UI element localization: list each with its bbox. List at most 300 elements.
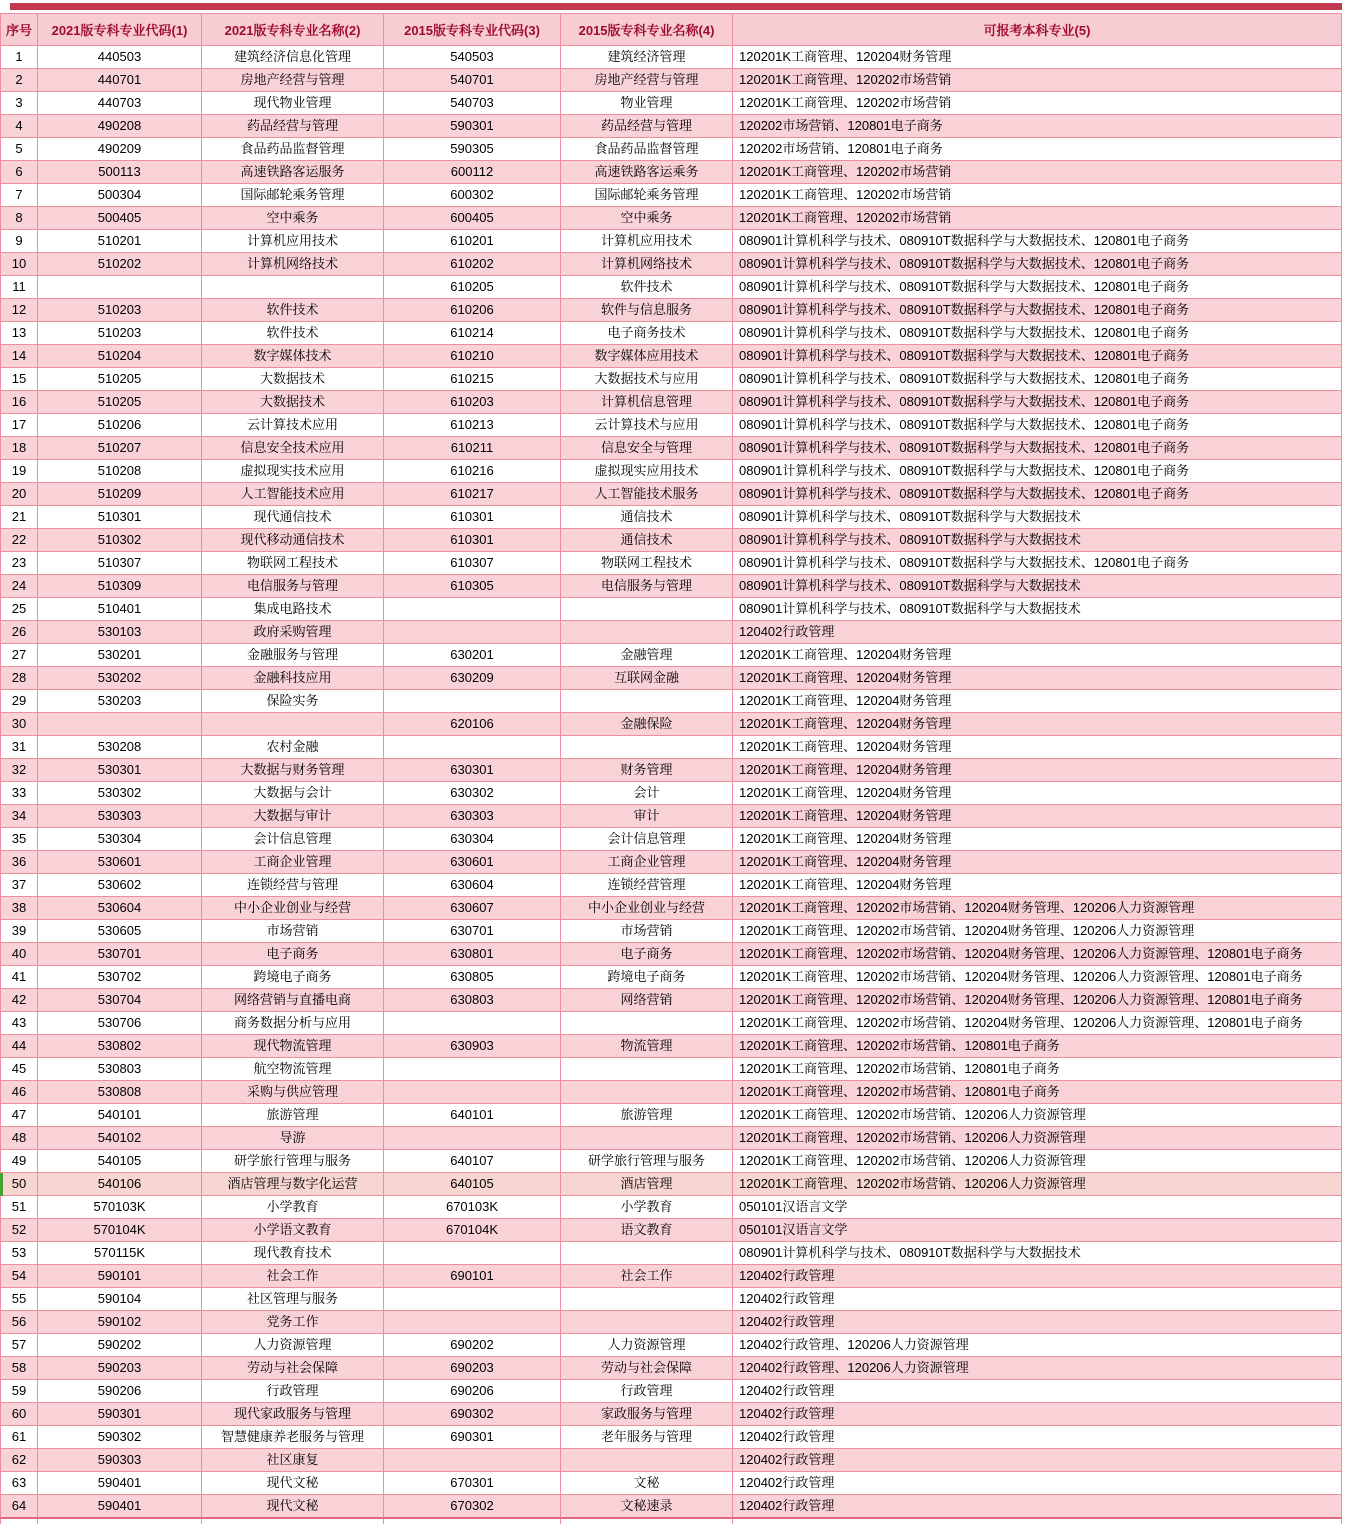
- name-2021-cell[interactable]: 工商企业管理: [202, 851, 384, 874]
- row-number-cell[interactable]: 32: [1, 759, 38, 782]
- row-number-cell[interactable]: 18: [1, 437, 38, 460]
- code-2015-cell[interactable]: 600302: [384, 184, 561, 207]
- row-number-cell[interactable]: 21: [1, 506, 38, 529]
- bachelor-majors-cell[interactable]: 120201K工商管理、120202市场营销、120204财务管理、120206人力资源管理、120801电子商务: [733, 989, 1342, 1012]
- empty-cell[interactable]: [733, 1518, 1342, 1524]
- row-number-cell[interactable]: 54: [1, 1265, 38, 1288]
- code-2015-cell[interactable]: 590301: [384, 115, 561, 138]
- code-2021-cell[interactable]: 510205: [38, 391, 202, 414]
- name-2021-cell[interactable]: 商务数据分析与应用: [202, 1012, 384, 1035]
- code-2021-cell[interactable]: 530601: [38, 851, 202, 874]
- code-2021-cell[interactable]: 530605: [38, 920, 202, 943]
- name-2015-cell[interactable]: 互联网金融: [561, 667, 733, 690]
- code-2015-cell[interactable]: [384, 621, 561, 644]
- name-2015-cell[interactable]: [561, 1127, 733, 1150]
- name-2015-cell[interactable]: 房地产经营与管理: [561, 69, 733, 92]
- name-2021-cell[interactable]: 空中乘务: [202, 207, 384, 230]
- code-2021-cell[interactable]: 510208: [38, 460, 202, 483]
- code-2021-cell[interactable]: 590401: [38, 1472, 202, 1495]
- bachelor-majors-cell[interactable]: 120402行政管理: [733, 1265, 1342, 1288]
- bachelor-majors-cell[interactable]: 080901计算机科学与技术、080910T数据科学与大数据技术、120801电子商务: [733, 276, 1342, 299]
- bachelor-majors-cell[interactable]: 120201K工商管理、120202市场营销、120206人力资源管理: [733, 1127, 1342, 1150]
- name-2015-cell[interactable]: 文秘速录: [561, 1495, 733, 1519]
- row-number-cell[interactable]: 40: [1, 943, 38, 966]
- name-2021-cell[interactable]: 软件技术: [202, 299, 384, 322]
- name-2021-cell[interactable]: 现代教育技术: [202, 1242, 384, 1265]
- code-2015-cell[interactable]: 610215: [384, 368, 561, 391]
- code-2015-cell[interactable]: 610211: [384, 437, 561, 460]
- code-2021-cell[interactable]: 510204: [38, 345, 202, 368]
- bachelor-majors-cell[interactable]: 080901计算机科学与技术、080910T数据科学与大数据技术、120801电子商务: [733, 322, 1342, 345]
- name-2021-cell[interactable]: 会计信息管理: [202, 828, 384, 851]
- code-2021-cell[interactable]: 510205: [38, 368, 202, 391]
- code-2015-cell[interactable]: 610203: [384, 391, 561, 414]
- row-number-cell[interactable]: 27: [1, 644, 38, 667]
- bachelor-majors-cell[interactable]: 080901计算机科学与技术、080910T数据科学与大数据技术、120801电子商务: [733, 460, 1342, 483]
- name-2015-cell[interactable]: [561, 1311, 733, 1334]
- bachelor-majors-cell[interactable]: 120201K工商管理、120204财务管理: [733, 828, 1342, 851]
- code-2015-cell[interactable]: 690202: [384, 1334, 561, 1357]
- code-2015-cell[interactable]: 690301: [384, 1426, 561, 1449]
- row-number-cell[interactable]: 23: [1, 552, 38, 575]
- bachelor-majors-cell[interactable]: 120402行政管理: [733, 1426, 1342, 1449]
- name-2015-cell[interactable]: [561, 736, 733, 759]
- name-2015-cell[interactable]: 行政管理: [561, 1380, 733, 1403]
- name-2021-cell[interactable]: 政府采购管理: [202, 621, 384, 644]
- name-2015-cell[interactable]: [561, 1081, 733, 1104]
- row-number-cell[interactable]: 6: [1, 161, 38, 184]
- name-2015-cell[interactable]: [561, 1242, 733, 1265]
- code-2015-cell[interactable]: [384, 1081, 561, 1104]
- code-2021-cell[interactable]: 440703: [38, 92, 202, 115]
- empty-cell[interactable]: [561, 1518, 733, 1524]
- bachelor-majors-cell[interactable]: 080901计算机科学与技术、080910T数据科学与大数据技术、120801电子商务: [733, 345, 1342, 368]
- code-2015-cell[interactable]: 540503: [384, 46, 561, 69]
- code-2021-cell[interactable]: 590203: [38, 1357, 202, 1380]
- name-2021-cell[interactable]: 大数据与审计: [202, 805, 384, 828]
- name-2015-cell[interactable]: 中小企业创业与经营: [561, 897, 733, 920]
- bachelor-majors-cell[interactable]: 120201K工商管理、120204财务管理: [733, 851, 1342, 874]
- code-2015-cell[interactable]: 690101: [384, 1265, 561, 1288]
- code-2015-cell[interactable]: 610307: [384, 552, 561, 575]
- name-2021-cell[interactable]: 农村金融: [202, 736, 384, 759]
- name-2021-cell[interactable]: 食品药品监督管理: [202, 138, 384, 161]
- code-2015-cell[interactable]: 690203: [384, 1357, 561, 1380]
- name-2015-cell[interactable]: 审计: [561, 805, 733, 828]
- bachelor-majors-cell[interactable]: 120402行政管理: [733, 1380, 1342, 1403]
- code-2015-cell[interactable]: 610201: [384, 230, 561, 253]
- bachelor-majors-cell[interactable]: 120402行政管理: [733, 1403, 1342, 1426]
- bachelor-majors-cell[interactable]: 120201K工商管理、120204财务管理: [733, 759, 1342, 782]
- name-2015-cell[interactable]: [561, 1288, 733, 1311]
- code-2015-cell[interactable]: 620106: [384, 713, 561, 736]
- code-2015-cell[interactable]: [384, 1311, 561, 1334]
- row-number-cell[interactable]: 61: [1, 1426, 38, 1449]
- bachelor-majors-cell[interactable]: 080901计算机科学与技术、080910T数据科学与大数据技术: [733, 575, 1342, 598]
- row-number-cell[interactable]: 5: [1, 138, 38, 161]
- code-2021-cell[interactable]: 530302: [38, 782, 202, 805]
- name-2021-cell[interactable]: 金融服务与管理: [202, 644, 384, 667]
- name-2015-cell[interactable]: [561, 1058, 733, 1081]
- code-2021-cell[interactable]: 510203: [38, 322, 202, 345]
- code-2021-cell[interactable]: 530602: [38, 874, 202, 897]
- code-2021-cell[interactable]: 530208: [38, 736, 202, 759]
- code-2021-cell[interactable]: 590104: [38, 1288, 202, 1311]
- name-2021-cell[interactable]: 旅游管理: [202, 1104, 384, 1127]
- bachelor-majors-cell[interactable]: 120201K工商管理、120204财务管理: [733, 46, 1342, 69]
- name-2021-cell[interactable]: 数字媒体技术: [202, 345, 384, 368]
- code-2015-cell[interactable]: 630801: [384, 943, 561, 966]
- code-2021-cell[interactable]: 530301: [38, 759, 202, 782]
- code-2021-cell[interactable]: 510301: [38, 506, 202, 529]
- bachelor-majors-cell[interactable]: 120402行政管理、120206人力资源管理: [733, 1334, 1342, 1357]
- name-2015-cell[interactable]: 金融保险: [561, 713, 733, 736]
- code-2015-cell[interactable]: 630209: [384, 667, 561, 690]
- empty-cell[interactable]: [202, 1518, 384, 1524]
- row-number-cell[interactable]: 15: [1, 368, 38, 391]
- bachelor-majors-cell[interactable]: 120201K工商管理、120202市场营销: [733, 161, 1342, 184]
- code-2015-cell[interactable]: [384, 1288, 561, 1311]
- bachelor-majors-cell[interactable]: 080901计算机科学与技术、080910T数据科学与大数据技术、120801电子商务: [733, 414, 1342, 437]
- name-2015-cell[interactable]: 云计算技术与应用: [561, 414, 733, 437]
- row-number-cell[interactable]: 43: [1, 1012, 38, 1035]
- code-2021-cell[interactable]: 510309: [38, 575, 202, 598]
- name-2015-cell[interactable]: 劳动与社会保障: [561, 1357, 733, 1380]
- bachelor-majors-cell[interactable]: 120201K工商管理、120202市场营销、120206人力资源管理: [733, 1173, 1342, 1196]
- row-number-cell[interactable]: 36: [1, 851, 38, 874]
- bachelor-majors-cell[interactable]: 120202市场营销、120801电子商务: [733, 115, 1342, 138]
- row-number-cell[interactable]: 4: [1, 115, 38, 138]
- bachelor-majors-cell[interactable]: 120201K工商管理、120202市场营销: [733, 207, 1342, 230]
- code-2015-cell[interactable]: 610301: [384, 529, 561, 552]
- column-header-1[interactable]: 序号: [1, 14, 38, 46]
- name-2015-cell[interactable]: 金融管理: [561, 644, 733, 667]
- name-2015-cell[interactable]: [561, 621, 733, 644]
- name-2021-cell[interactable]: 采购与供应管理: [202, 1081, 384, 1104]
- code-2021-cell[interactable]: [38, 276, 202, 299]
- bachelor-majors-cell[interactable]: 120201K工商管理、120204财务管理: [733, 644, 1342, 667]
- name-2015-cell[interactable]: 财务管理: [561, 759, 733, 782]
- code-2021-cell[interactable]: 510207: [38, 437, 202, 460]
- row-number-cell[interactable]: 39: [1, 920, 38, 943]
- bachelor-majors-cell[interactable]: 120201K工商管理、120204财务管理: [733, 782, 1342, 805]
- name-2021-cell[interactable]: 金融科技应用: [202, 667, 384, 690]
- bachelor-majors-cell[interactable]: 080901计算机科学与技术、080910T数据科学与大数据技术、120801电子商务: [733, 552, 1342, 575]
- name-2021-cell[interactable]: 跨境电子商务: [202, 966, 384, 989]
- name-2021-cell[interactable]: 现代文秘: [202, 1472, 384, 1495]
- bachelor-majors-cell[interactable]: 080901计算机科学与技术、080910T数据科学与大数据技术、120801电子商务: [733, 483, 1342, 506]
- name-2021-cell[interactable]: 现代通信技术: [202, 506, 384, 529]
- code-2015-cell[interactable]: 610216: [384, 460, 561, 483]
- name-2015-cell[interactable]: 人工智能技术服务: [561, 483, 733, 506]
- row-number-cell[interactable]: 57: [1, 1334, 38, 1357]
- bachelor-majors-cell[interactable]: 120201K工商管理、120202市场营销、120204财务管理、120206人力资源管理: [733, 920, 1342, 943]
- name-2021-cell[interactable]: 市场营销: [202, 920, 384, 943]
- name-2021-cell[interactable]: 虚拟现实技术应用: [202, 460, 384, 483]
- column-header-4[interactable]: 2015版专科专业代码(3): [384, 14, 561, 46]
- bachelor-majors-cell[interactable]: 080901计算机科学与技术、080910T数据科学与大数据技术: [733, 529, 1342, 552]
- code-2021-cell[interactable]: 590101: [38, 1265, 202, 1288]
- empty-cell[interactable]: [38, 1518, 202, 1524]
- row-number-cell[interactable]: 55: [1, 1288, 38, 1311]
- code-2021-cell[interactable]: 540105: [38, 1150, 202, 1173]
- name-2015-cell[interactable]: 文秘: [561, 1472, 733, 1495]
- name-2015-cell[interactable]: 数字媒体应用技术: [561, 345, 733, 368]
- code-2021-cell[interactable]: 530802: [38, 1035, 202, 1058]
- name-2015-cell[interactable]: [561, 690, 733, 713]
- row-number-cell[interactable]: 44: [1, 1035, 38, 1058]
- code-2015-cell[interactable]: 600405: [384, 207, 561, 230]
- name-2021-cell[interactable]: 导游: [202, 1127, 384, 1150]
- empty-cell[interactable]: [384, 1518, 561, 1524]
- name-2021-cell[interactable]: 电子商务: [202, 943, 384, 966]
- code-2021-cell[interactable]: 500113: [38, 161, 202, 184]
- code-2015-cell[interactable]: 690302: [384, 1403, 561, 1426]
- code-2015-cell[interactable]: 690206: [384, 1380, 561, 1403]
- name-2021-cell[interactable]: 现代文秘: [202, 1495, 384, 1519]
- row-number-cell[interactable]: 49: [1, 1150, 38, 1173]
- name-2015-cell[interactable]: 虚拟现实应用技术: [561, 460, 733, 483]
- code-2015-cell[interactable]: 630805: [384, 966, 561, 989]
- row-number-cell[interactable]: 45: [1, 1058, 38, 1081]
- name-2015-cell[interactable]: 物联网工程技术: [561, 552, 733, 575]
- row-number-cell[interactable]: 25: [1, 598, 38, 621]
- name-2021-cell[interactable]: 现代家政服务与管理: [202, 1403, 384, 1426]
- row-number-cell[interactable]: 12: [1, 299, 38, 322]
- name-2015-cell[interactable]: 研学旅行管理与服务: [561, 1150, 733, 1173]
- column-header-5[interactable]: 2015版专科专业名称(4): [561, 14, 733, 46]
- name-2015-cell[interactable]: 小学教育: [561, 1196, 733, 1219]
- code-2015-cell[interactable]: 630303: [384, 805, 561, 828]
- row-number-cell[interactable]: 51: [1, 1196, 38, 1219]
- code-2021-cell[interactable]: 540102: [38, 1127, 202, 1150]
- code-2015-cell[interactable]: 670104K: [384, 1219, 561, 1242]
- code-2015-cell[interactable]: 670103K: [384, 1196, 561, 1219]
- code-2015-cell[interactable]: [384, 598, 561, 621]
- code-2015-cell[interactable]: 670302: [384, 1495, 561, 1519]
- row-number-cell[interactable]: 29: [1, 690, 38, 713]
- bachelor-majors-cell[interactable]: 080901计算机科学与技术、080910T数据科学与大数据技术、120801电子商务: [733, 368, 1342, 391]
- name-2021-cell[interactable]: 大数据技术: [202, 391, 384, 414]
- name-2021-cell[interactable]: 计算机应用技术: [202, 230, 384, 253]
- bachelor-majors-cell[interactable]: 120202市场营销、120801电子商务: [733, 138, 1342, 161]
- name-2021-cell[interactable]: 保险实务: [202, 690, 384, 713]
- name-2015-cell[interactable]: 计算机应用技术: [561, 230, 733, 253]
- row-number-cell[interactable]: 47: [1, 1104, 38, 1127]
- name-2021-cell[interactable]: 劳动与社会保障: [202, 1357, 384, 1380]
- code-2021-cell[interactable]: 530103: [38, 621, 202, 644]
- name-2021-cell[interactable]: 酒店管理与数字化运营: [202, 1173, 384, 1196]
- bachelor-majors-cell[interactable]: 080901计算机科学与技术、080910T数据科学与大数据技术、120801电子商务: [733, 230, 1342, 253]
- name-2021-cell[interactable]: 小学语文教育: [202, 1219, 384, 1242]
- name-2021-cell[interactable]: 计算机网络技术: [202, 253, 384, 276]
- code-2021-cell[interactable]: 570115K: [38, 1242, 202, 1265]
- row-number-cell[interactable]: 46: [1, 1081, 38, 1104]
- code-2015-cell[interactable]: 610305: [384, 575, 561, 598]
- name-2021-cell[interactable]: 软件技术: [202, 322, 384, 345]
- code-2021-cell[interactable]: 570104K: [38, 1219, 202, 1242]
- row-number-cell[interactable]: 37: [1, 874, 38, 897]
- name-2021-cell[interactable]: 国际邮轮乘务管理: [202, 184, 384, 207]
- code-2021-cell[interactable]: 590102: [38, 1311, 202, 1334]
- row-number-cell[interactable]: 20: [1, 483, 38, 506]
- row-number-cell[interactable]: 48: [1, 1127, 38, 1150]
- name-2015-cell[interactable]: 跨境电子商务: [561, 966, 733, 989]
- name-2015-cell[interactable]: 人力资源管理: [561, 1334, 733, 1357]
- code-2015-cell[interactable]: 640105: [384, 1173, 561, 1196]
- name-2021-cell[interactable]: 社会工作: [202, 1265, 384, 1288]
- row-number-cell[interactable]: 3: [1, 92, 38, 115]
- name-2021-cell[interactable]: 社区康复: [202, 1449, 384, 1472]
- bachelor-majors-cell[interactable]: 120201K工商管理、120202市场营销: [733, 184, 1342, 207]
- bachelor-majors-cell[interactable]: 050101汉语言文学: [733, 1219, 1342, 1242]
- name-2021-cell[interactable]: 物联网工程技术: [202, 552, 384, 575]
- name-2015-cell[interactable]: 旅游管理: [561, 1104, 733, 1127]
- bachelor-majors-cell[interactable]: 120201K工商管理、120204财务管理: [733, 805, 1342, 828]
- row-number-cell[interactable]: 10: [1, 253, 38, 276]
- bachelor-majors-cell[interactable]: 080901计算机科学与技术、080910T数据科学与大数据技术、120801电子商务: [733, 437, 1342, 460]
- row-number-cell[interactable]: 26: [1, 621, 38, 644]
- row-number-cell[interactable]: 8: [1, 207, 38, 230]
- name-2021-cell[interactable]: 云计算技术应用: [202, 414, 384, 437]
- code-2015-cell[interactable]: 630701: [384, 920, 561, 943]
- bachelor-majors-cell[interactable]: 120402行政管理: [733, 1472, 1342, 1495]
- bachelor-majors-cell[interactable]: 120402行政管理: [733, 1288, 1342, 1311]
- code-2015-cell[interactable]: 630301: [384, 759, 561, 782]
- name-2021-cell[interactable]: 大数据技术: [202, 368, 384, 391]
- code-2021-cell[interactable]: 590303: [38, 1449, 202, 1472]
- name-2015-cell[interactable]: 通信技术: [561, 506, 733, 529]
- row-number-cell[interactable]: 38: [1, 897, 38, 920]
- row-number-cell[interactable]: 62: [1, 1449, 38, 1472]
- bachelor-majors-cell[interactable]: 120201K工商管理、120202市场营销: [733, 69, 1342, 92]
- row-number-cell[interactable]: 33: [1, 782, 38, 805]
- code-2015-cell[interactable]: [384, 690, 561, 713]
- code-2015-cell[interactable]: 640107: [384, 1150, 561, 1173]
- row-number-cell[interactable]: 16: [1, 391, 38, 414]
- name-2015-cell[interactable]: 工商企业管理: [561, 851, 733, 874]
- code-2021-cell[interactable]: 500304: [38, 184, 202, 207]
- name-2015-cell[interactable]: 食品药品监督管理: [561, 138, 733, 161]
- code-2015-cell[interactable]: [384, 1127, 561, 1150]
- name-2015-cell[interactable]: 物流管理: [561, 1035, 733, 1058]
- code-2021-cell[interactable]: 440701: [38, 69, 202, 92]
- code-2015-cell[interactable]: 670301: [384, 1472, 561, 1495]
- code-2015-cell[interactable]: 630601: [384, 851, 561, 874]
- bachelor-majors-cell[interactable]: 120201K工商管理、120204财务管理: [733, 690, 1342, 713]
- name-2021-cell[interactable]: 连锁经营与管理: [202, 874, 384, 897]
- row-number-cell[interactable]: 35: [1, 828, 38, 851]
- name-2015-cell[interactable]: 家政服务与管理: [561, 1403, 733, 1426]
- name-2021-cell[interactable]: 高速铁路客运服务: [202, 161, 384, 184]
- row-number-cell[interactable]: 50: [1, 1173, 38, 1196]
- name-2021-cell[interactable]: 党务工作: [202, 1311, 384, 1334]
- bachelor-majors-cell[interactable]: 120402行政管理: [733, 1495, 1342, 1519]
- name-2015-cell[interactable]: 计算机网络技术: [561, 253, 733, 276]
- row-number-cell[interactable]: 58: [1, 1357, 38, 1380]
- code-2021-cell[interactable]: 590301: [38, 1403, 202, 1426]
- row-number-cell[interactable]: 1: [1, 46, 38, 69]
- code-2021-cell[interactable]: 510302: [38, 529, 202, 552]
- code-2015-cell[interactable]: 640101: [384, 1104, 561, 1127]
- name-2015-cell[interactable]: 物业管理: [561, 92, 733, 115]
- code-2021-cell[interactable]: 510201: [38, 230, 202, 253]
- row-number-cell[interactable]: 22: [1, 529, 38, 552]
- name-2015-cell[interactable]: [561, 1012, 733, 1035]
- code-2015-cell[interactable]: 610301: [384, 506, 561, 529]
- name-2015-cell[interactable]: 软件与信息服务: [561, 299, 733, 322]
- bachelor-majors-cell[interactable]: 080901计算机科学与技术、080910T数据科学与大数据技术、120801电子商务: [733, 299, 1342, 322]
- code-2021-cell[interactable]: 530701: [38, 943, 202, 966]
- name-2015-cell[interactable]: 市场营销: [561, 920, 733, 943]
- name-2021-cell[interactable]: 人力资源管理: [202, 1334, 384, 1357]
- row-number-cell[interactable]: 31: [1, 736, 38, 759]
- code-2015-cell[interactable]: 540701: [384, 69, 561, 92]
- column-header-6[interactable]: 可报考本科专业(5): [733, 14, 1342, 46]
- code-2015-cell[interactable]: 610206: [384, 299, 561, 322]
- code-2015-cell[interactable]: 610205: [384, 276, 561, 299]
- code-2015-cell[interactable]: 540703: [384, 92, 561, 115]
- name-2021-cell[interactable]: 网络营销与直播电商: [202, 989, 384, 1012]
- row-number-cell[interactable]: 13: [1, 322, 38, 345]
- name-2015-cell[interactable]: 通信技术: [561, 529, 733, 552]
- bachelor-majors-cell[interactable]: 120201K工商管理、120202市场营销、120801电子商务: [733, 1058, 1342, 1081]
- code-2015-cell[interactable]: [384, 1012, 561, 1035]
- name-2015-cell[interactable]: 电信服务与管理: [561, 575, 733, 598]
- code-2015-cell[interactable]: [384, 1242, 561, 1265]
- name-2021-cell[interactable]: 大数据与财务管理: [202, 759, 384, 782]
- row-number-cell[interactable]: 14: [1, 345, 38, 368]
- bachelor-majors-cell[interactable]: 120201K工商管理、120204财务管理: [733, 667, 1342, 690]
- code-2021-cell[interactable]: 590401: [38, 1495, 202, 1519]
- code-2021-cell[interactable]: 510206: [38, 414, 202, 437]
- row-number-cell[interactable]: 11: [1, 276, 38, 299]
- code-2021-cell[interactable]: 530203: [38, 690, 202, 713]
- name-2021-cell[interactable]: 电信服务与管理: [202, 575, 384, 598]
- code-2015-cell[interactable]: 610202: [384, 253, 561, 276]
- code-2015-cell[interactable]: 610210: [384, 345, 561, 368]
- bachelor-majors-cell[interactable]: 120201K工商管理、120202市场营销、120801电子商务: [733, 1035, 1342, 1058]
- code-2015-cell[interactable]: 630604: [384, 874, 561, 897]
- row-number-cell[interactable]: 34: [1, 805, 38, 828]
- bachelor-majors-cell[interactable]: 080901计算机科学与技术、080910T数据科学与大数据技术: [733, 506, 1342, 529]
- bachelor-majors-cell[interactable]: 120201K工商管理、120202市场营销、120801电子商务: [733, 1081, 1342, 1104]
- name-2015-cell[interactable]: 会计: [561, 782, 733, 805]
- name-2021-cell[interactable]: 智慧健康养老服务与管理: [202, 1426, 384, 1449]
- bachelor-majors-cell[interactable]: 120201K工商管理、120202市场营销、120204财务管理、120206人力资源管理、120801电子商务: [733, 1012, 1342, 1035]
- row-number-cell[interactable]: 53: [1, 1242, 38, 1265]
- code-2021-cell[interactable]: 530201: [38, 644, 202, 667]
- code-2015-cell[interactable]: 610214: [384, 322, 561, 345]
- bachelor-majors-cell[interactable]: 080901计算机科学与技术、080910T数据科学与大数据技术、120801电子商务: [733, 391, 1342, 414]
- bachelor-majors-cell[interactable]: 050101汉语言文学: [733, 1196, 1342, 1219]
- name-2015-cell[interactable]: 软件技术: [561, 276, 733, 299]
- name-2015-cell[interactable]: 网络营销: [561, 989, 733, 1012]
- bachelor-majors-cell[interactable]: 120201K工商管理、120202市场营销、120206人力资源管理: [733, 1104, 1342, 1127]
- name-2015-cell[interactable]: [561, 1449, 733, 1472]
- bachelor-majors-cell[interactable]: 080901计算机科学与技术、080910T数据科学与大数据技术、120801电子商务: [733, 253, 1342, 276]
- code-2021-cell[interactable]: 530304: [38, 828, 202, 851]
- code-2021-cell[interactable]: 530808: [38, 1081, 202, 1104]
- name-2015-cell[interactable]: 高速铁路客运乘务: [561, 161, 733, 184]
- name-2015-cell[interactable]: 酒店管理: [561, 1173, 733, 1196]
- code-2015-cell[interactable]: 590305: [384, 138, 561, 161]
- name-2021-cell[interactable]: 现代物流管理: [202, 1035, 384, 1058]
- name-2021-cell[interactable]: 社区管理与服务: [202, 1288, 384, 1311]
- code-2015-cell[interactable]: 630302: [384, 782, 561, 805]
- name-2021-cell[interactable]: 集成电路技术: [202, 598, 384, 621]
- name-2015-cell[interactable]: [561, 598, 733, 621]
